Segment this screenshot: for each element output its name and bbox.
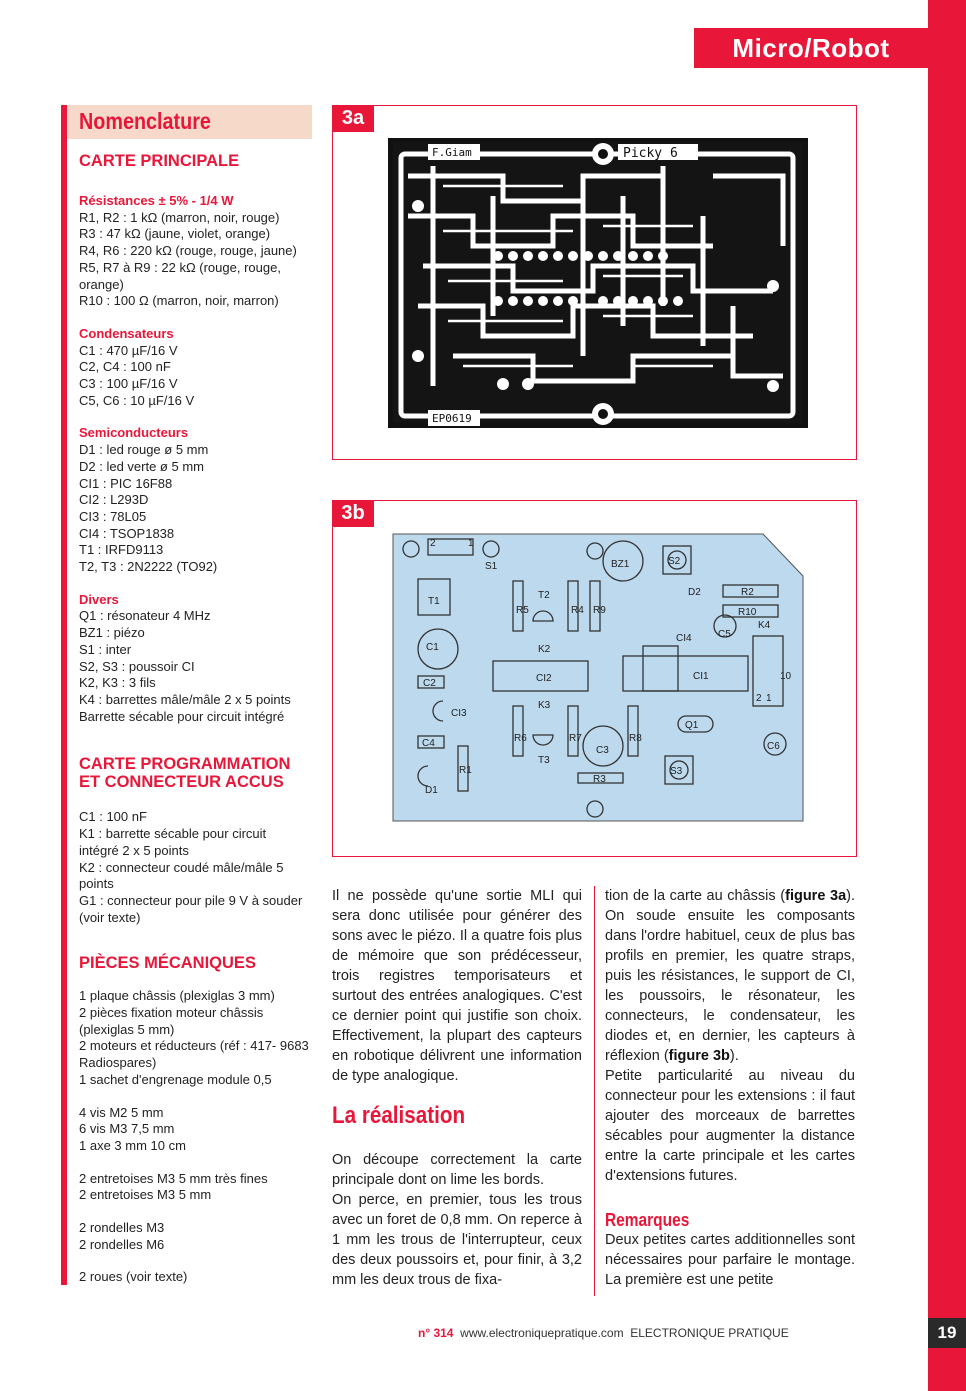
comp-label: CI1 xyxy=(693,671,709,682)
comp-label: CI3 xyxy=(451,708,467,719)
comp-label: R7 xyxy=(569,733,582,744)
figure-ref: figure 3b xyxy=(668,1048,730,1064)
pieces-heading: PIÈCES MÉCANIQUES xyxy=(79,954,256,973)
comp-label: CI2 xyxy=(536,673,552,684)
list-item: CI2 : L293D xyxy=(79,492,149,508)
comp-label: R5 xyxy=(516,605,529,616)
nomenclature-title: Nomenclature xyxy=(79,108,211,134)
comp-label: S1 xyxy=(485,561,498,572)
list-item: S2, S3 : poussoir CI xyxy=(79,658,195,674)
list-item: BZ1 : piézo xyxy=(79,625,145,641)
list-item: 2 entretoises M3 5 mm très fines xyxy=(79,1170,268,1186)
pin-label: 2 xyxy=(756,693,762,704)
comp-label: C2 xyxy=(423,678,436,689)
comp-label: R2 xyxy=(741,587,754,598)
list-item: Q1 : résonateur 4 MHz xyxy=(79,608,211,624)
list-item: S1 : inter xyxy=(79,641,132,657)
body-paragraph: Il ne possède qu'une sortie MLI qui sera donc utilisée pour générer des sons avec le piézo. Il a quatre fois plus de mémoire que son prédécesseur, trois registres temporisateurs et surtout des entrées analogiques. C'est ce dernier point qui justifie son choix. Effectivement, la plupart des capteurs en robotique délivrent une information de type analogique. xyxy=(332,888,582,1084)
list-item: 4 vis M2 5 mm xyxy=(79,1104,164,1120)
footer-magazine: ELECTRONIQUE PRATIQUE xyxy=(630,1326,789,1340)
comp-label: C5 xyxy=(718,629,731,640)
comp-label: R3 xyxy=(593,774,606,785)
comp-label: R6 xyxy=(514,733,527,744)
comp-label: T3 xyxy=(538,755,550,766)
body-paragraph: Petite particularité au niveau du connecteur pour les extensions : il faut ajouter des morceaux de barrettes sécables pour augmenter la distance entre la carte principale et les cartes d'extensions futures. xyxy=(605,1068,855,1184)
list-item: K1 : barrette sécable pour circuit intégré 2 x 5 points xyxy=(79,826,267,858)
pcb-label-name: Picky 6 xyxy=(623,146,678,161)
list-item: C1 : 100 nF xyxy=(79,809,147,825)
figure-ref: figure 3a xyxy=(785,888,847,904)
body-paragraph: tion de la carte au châssis (figure 3a). On soude ensuite les composants dans l'ordre habituel, ceux de plus bas profils en premier, les quatre straps, puis les résistances, le support de CI, les poussoirs, le résonateur, les connecteurs, le condensateur, les diodes et, en dernier, les capteurs à réflexion (figure 3b). xyxy=(605,888,856,1064)
body-column-1 xyxy=(332,886,582,1086)
list-item: 2 rondelles M3 xyxy=(79,1220,165,1236)
pcb-copper-layout xyxy=(333,106,856,459)
body-column-2b xyxy=(605,1230,855,1290)
realisation-heading: La réalisation xyxy=(332,1102,466,1129)
list-item: T2, T3 : 2N2222 (TO92) xyxy=(79,559,218,575)
figure-3a-label: 3a xyxy=(332,105,374,132)
list-item: 2 entretoises M3 5 mm xyxy=(79,1187,212,1203)
resistances-heading: Résistances ± 5% - 1/4 W xyxy=(79,193,234,208)
list-item: K4 : barrettes mâle/mâle 2 x 5 points xyxy=(79,691,291,707)
comp-label: S2 xyxy=(668,556,681,567)
list-item: CI4 : TSOP1838 xyxy=(79,525,175,541)
list-item: 2 roues (voir texte) xyxy=(79,1269,188,1285)
list-item: CI3 : 78L05 xyxy=(79,508,147,524)
pin-label: 1 xyxy=(766,693,772,704)
list-item: 1 sachet d'engrenage module 0,5 xyxy=(79,1071,272,1087)
pin-label: 2 xyxy=(430,538,436,549)
list-item: R5, R7 à R9 : 22 kΩ (rouge, rouge, orange) xyxy=(79,259,281,292)
remarques-heading: Remarques xyxy=(605,1210,690,1230)
list-item: R1, R2 : 1 kΩ (marron, noir, rouge) xyxy=(79,209,280,225)
comp-label: C6 xyxy=(767,741,780,752)
list-item: 1 axe 3 mm 10 cm xyxy=(79,1137,186,1153)
comp-label: S3 xyxy=(670,766,683,777)
list-item: C5, C6 : 10 µF/16 V xyxy=(79,392,195,408)
figure-3b-label: 3b xyxy=(332,500,374,527)
comp-label: R9 xyxy=(593,605,606,616)
comp-label: K4 xyxy=(758,620,771,631)
list-item: 2 pièces fixation moteur châssis (plexiglas 5 mm) xyxy=(79,1005,264,1037)
body-paragraph: Deux petites cartes additionnelles sont nécessaires pour parfaire le montage. La première est une petite xyxy=(605,1232,855,1288)
list-item: Barrette sécable pour circuit intégré xyxy=(79,708,285,724)
body-column-2 xyxy=(605,886,855,1186)
comp-label: Q1 xyxy=(685,720,699,731)
comp-label: C3 xyxy=(596,745,609,756)
comp-label: D1 xyxy=(425,785,438,796)
comp-label: C1 xyxy=(426,642,439,653)
list-item: K2 : connecteur coudé mâle/mâle 5 points xyxy=(79,859,284,892)
divers-heading: Divers xyxy=(79,591,119,607)
comp-label: BZ1 xyxy=(611,559,630,570)
list-item: 2 moteurs et réducteurs (réf : 417- 9683 Radiospares) xyxy=(79,1038,309,1071)
list-item: D1 : led rouge ø 5 mm xyxy=(79,442,209,458)
pcb-label-ref: EP0619 xyxy=(432,412,472,425)
comp-label: R4 xyxy=(571,605,584,616)
comp-label: T2 xyxy=(538,590,550,601)
list-item: C2, C4 : 100 nF xyxy=(79,359,171,375)
list-item: R3 : 47 kΩ (jaune, violet, orange) xyxy=(79,226,271,242)
pin-label: 10 xyxy=(780,671,792,682)
condensateurs-heading: Condensateurs xyxy=(79,325,174,341)
sidebar-carte-principale xyxy=(79,152,309,1286)
pin-label: 1 xyxy=(468,538,474,549)
list-item: R10 : 100 Ω (marron, noir, marron) xyxy=(79,293,279,309)
comp-label: D2 xyxy=(688,587,701,598)
list-item: G1 : connecteur pour pile 9 V à souder (voir texte) xyxy=(79,892,303,925)
comp-label: R1 xyxy=(459,765,472,776)
list-item: 1 plaque châssis (plexiglas 3 mm) xyxy=(79,988,275,1004)
list-item: C3 : 100 µF/16 V xyxy=(79,376,178,392)
pcb-component-layout xyxy=(333,501,856,856)
comp-label: T1 xyxy=(428,596,440,607)
body-paragraph: On perce, en premier, tous les trous avec un foret de 0,8 mm. On reperce à 1 mm les trous de l'interrupteur, ceux des deux poussoirs et, pour finir, à 3,2 mm les deux trous de fixa- xyxy=(332,1192,582,1288)
comp-label: C4 xyxy=(422,738,435,749)
list-item: 6 vis M3 7,5 mm xyxy=(79,1121,175,1137)
body-paragraph: On découpe correctement la carte principale dont on lime les bords. xyxy=(332,1152,582,1188)
list-item: T1 : IRFD9113 xyxy=(79,542,164,558)
page-footer xyxy=(418,1326,789,1340)
figure-3b xyxy=(332,500,857,857)
page-number: 19 xyxy=(928,1318,966,1348)
issue-number: n° 314 xyxy=(418,1326,454,1340)
figure-3a xyxy=(332,105,857,460)
column-divider xyxy=(594,886,595,1296)
sidebar-accent-bar xyxy=(61,105,67,1285)
comp-label: K2 xyxy=(538,644,551,655)
carte-programmation-heading: CARTE PROGRAMMATION ET CONNECTEUR ACCUS xyxy=(79,755,291,792)
comp-label: R8 xyxy=(629,733,642,744)
footer-url: www.electroniquepratique.com xyxy=(460,1326,624,1340)
comp-label: R10 xyxy=(738,607,757,618)
comp-label: K3 xyxy=(538,700,551,711)
semiconducteurs-heading: Semiconducteurs xyxy=(79,425,189,441)
carte-principale-heading: CARTE PRINCIPALE xyxy=(79,152,240,170)
list-item: R4, R6 : 220 kΩ (rouge, rouge, jaune) xyxy=(79,243,297,259)
list-item: K2, K3 : 3 fils xyxy=(79,675,156,691)
pcb-label-author: F.Giam xyxy=(432,146,472,159)
list-item: C1 : 470 µF/16 V xyxy=(79,342,178,358)
section-header: Micro/Robot xyxy=(694,28,928,68)
right-edge-bar xyxy=(928,0,966,1391)
body-column-1b xyxy=(332,1150,582,1290)
list-item: 2 rondelles M6 xyxy=(79,1236,165,1252)
list-item: CI1 : PIC 16F88 xyxy=(79,475,173,491)
comp-label: CI4 xyxy=(676,633,692,644)
list-item: D2 : led verte ø 5 mm xyxy=(79,458,204,474)
